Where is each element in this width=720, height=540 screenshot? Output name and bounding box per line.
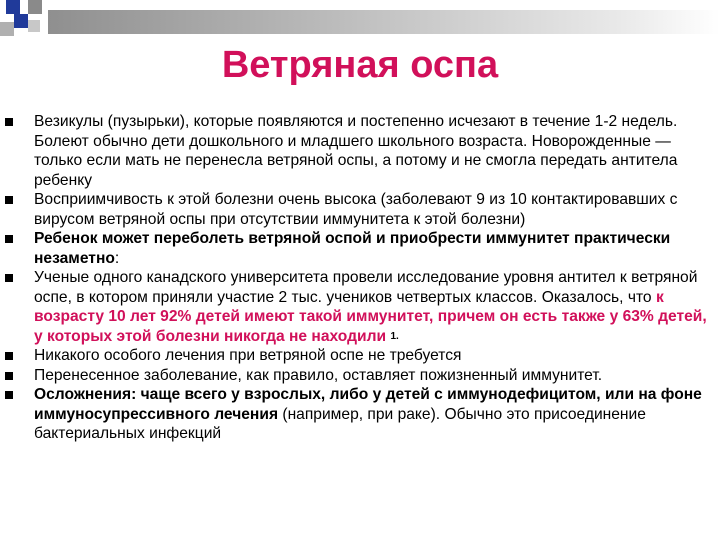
item-text: Восприимчивость к этой болезни очень высока (заболевают 9 из 10 контактировавших с вирусом ветряной оспы при отсутствии иммунитета к этой болезни) (34, 191, 678, 228)
list-item (0, 112, 720, 190)
deco-square-gray-1 (28, 0, 42, 14)
list-item (0, 190, 720, 229)
bullet-icon (5, 118, 13, 126)
list-item (0, 229, 720, 268)
deco-square-blue-2 (14, 14, 28, 28)
bullet-icon (5, 196, 13, 204)
item-text: Ученые одного канадского университета провели исследование уровня антител к ветряной оспе, в котором приняли участие 2 тыс. учеников четвертых классов. Оказалось, что (34, 269, 698, 306)
slide-title: Ветряная оспа (221, 44, 499, 86)
item-text: Никакого особого лечения при ветряной оспе не требуется (34, 347, 462, 364)
bullet-icon (5, 274, 13, 282)
bullet-icon (5, 372, 13, 380)
item-tail-text: : (114, 249, 120, 267)
item-text: Везикулы (пузырьки), которые появляются и постепенно исчезают в течение 1-2 недель. Болеют обычно дети дошкольного и младшего школьного возраста. Новорожденные — только если мать не перенесла ветряной оспы, а потому и не смогла передать антитела ребенку (34, 113, 678, 189)
deco-square-gray-3 (28, 20, 40, 32)
footnote-marker: 1. (390, 330, 399, 342)
bullet-icon (5, 352, 13, 360)
bullet-icon (5, 391, 13, 399)
deco-square-blue-1 (6, 0, 20, 14)
bullet-icon (5, 235, 13, 243)
header-gradient-bar (48, 10, 720, 34)
item-highlight-text: к возрасту 10 лет 92% детей имеют такой иммунитет, причем он есть также у 63% детей, у которых этой болезни никогда не находили (34, 288, 707, 345)
list-item (0, 366, 720, 386)
item-bold-text: Осложнения: чаще всего у взрослых, либо у детей с иммунодефицитом, или на фоне иммуносупрессивного лечения (34, 386, 702, 423)
list-item (0, 268, 720, 346)
list-item (0, 385, 720, 444)
item-text: Перенесенное заболевание, как правило, оставляет пожизненный иммунитет. (34, 366, 603, 384)
bullet-list (0, 112, 720, 444)
deco-square-gray-2 (0, 22, 14, 36)
item-bold-text: Ребенок может переболеть ветряной оспой и приобрести иммунитет практически незаметно (34, 230, 671, 267)
list-item (0, 346, 720, 366)
item-tail-text: (например, при раке). Обычно это присоединение бактериальных инфекций (34, 405, 646, 442)
